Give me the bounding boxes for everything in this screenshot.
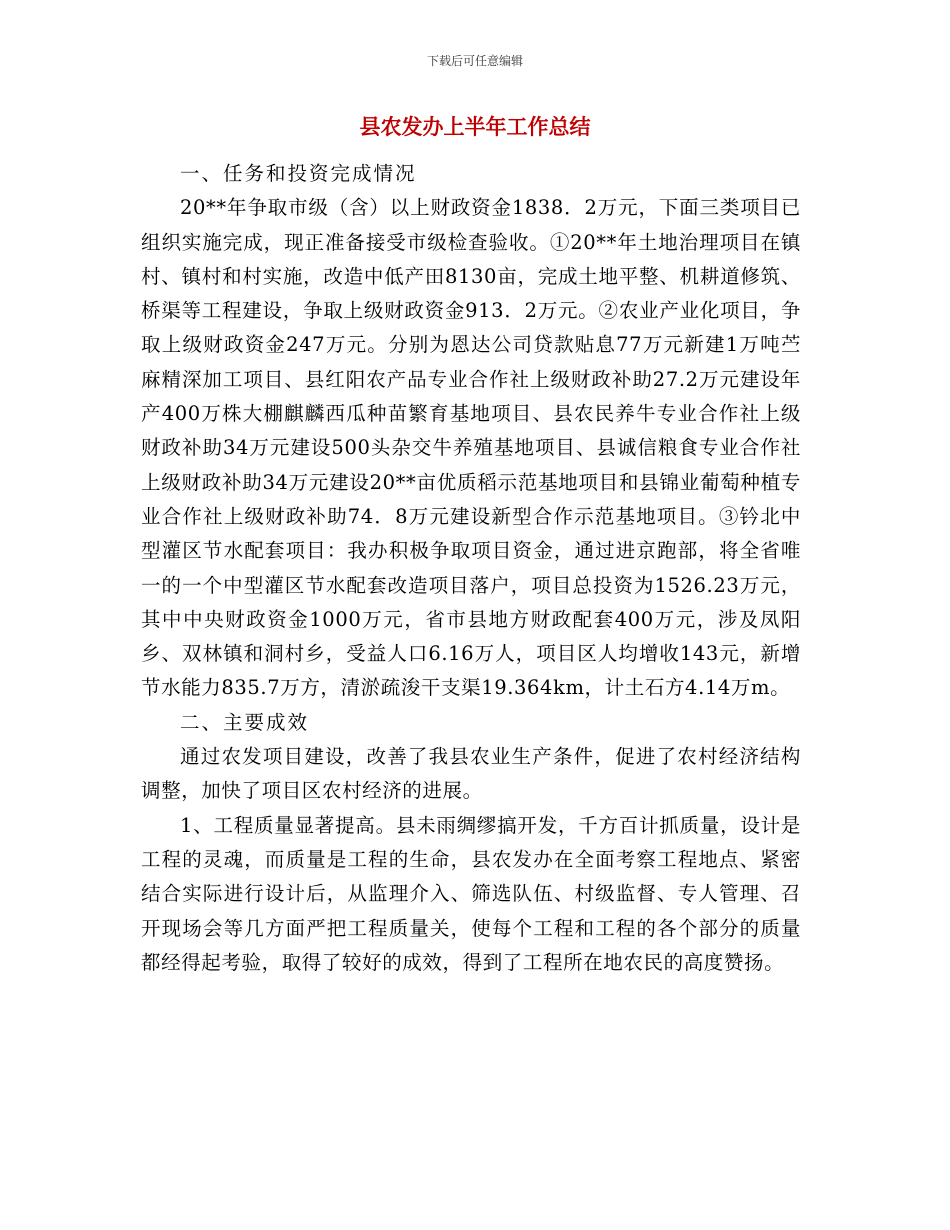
document-body bbox=[141, 157, 801, 980]
section-heading-1: 一、任务和投资完成情况 bbox=[180, 162, 417, 185]
header-note: 下载后可任意编辑 bbox=[426, 54, 523, 68]
section-heading-2: 二、主要成效 bbox=[180, 710, 310, 734]
document-title: 县农发办上半年工作总结 bbox=[359, 115, 591, 139]
paragraph-effects-intro: 通过农发项目建设，改善了我县农业生产条件，促进了农村经济结构调整，加快了项目区农村经济的进展。 bbox=[141, 745, 801, 803]
paragraph-quality: 1、工程质量显著提高。县未雨绸缪搞开发，千方百计抓质量，设计是工程的灵魂，而质量是工程的生命，县农发办在全面考察工程地点、紧密结合实际进行设计后，从监理介入、筛选队伍、村级监督、专人管理、召开现场会等几方面严把工程质量关，使每个工程和工程的各个部分的质量都经得起考验，取得了较好的成效，得到了工程所在地农民的高度赞扬。 bbox=[141, 813, 801, 974]
paragraph-investment: 20**年争取市级（含）以上财政资金1838．2万元，下面三类项目已组织实施完成，现正准备接受市级检查验收。①20**年土地治理项目在镇村、镇村和村实施，改造中低产田8130亩，完成土地平整、机耕道修筑、桥渠等工程建设，争取上级财政资金913．2万元。②农业产业化项目，争取上级财政资金247万元。分别为恩达公司贷款贴息77万元新建1万吨苎麻精深加工项目、县红阳农产品专业合作社上级财政补助27.2万元建设年产400万株大棚麒麟西瓜种苗繁育基地项目、县农民养牛专业合作社上级财政补助34万元建设500头杂交牛养殖基地项目、县诚信粮食专业合作社上级财政补助34万元建设20**亩优质稻示范基地项目和县锦业葡萄种植专业合作社上级财政补助74．8万元建设新型合作示范基地项目。③钤北中型灌区节水配套项目：我办积极争取项目资金，通过进京跑部，将全省唯一的一个中型灌区节水配套改造项目落户，项目总投资为1526.23万元，其中中央财政资金1000万元，省市县地方财政配套400万元，涉及凤阳乡、双林镇和洞村乡，受益人口6.16万人，项目区人均增收143元，新增节水能力835.7万方，清淤疏浚干支渠19.364km，计土石方4.14万m。 bbox=[141, 196, 801, 700]
